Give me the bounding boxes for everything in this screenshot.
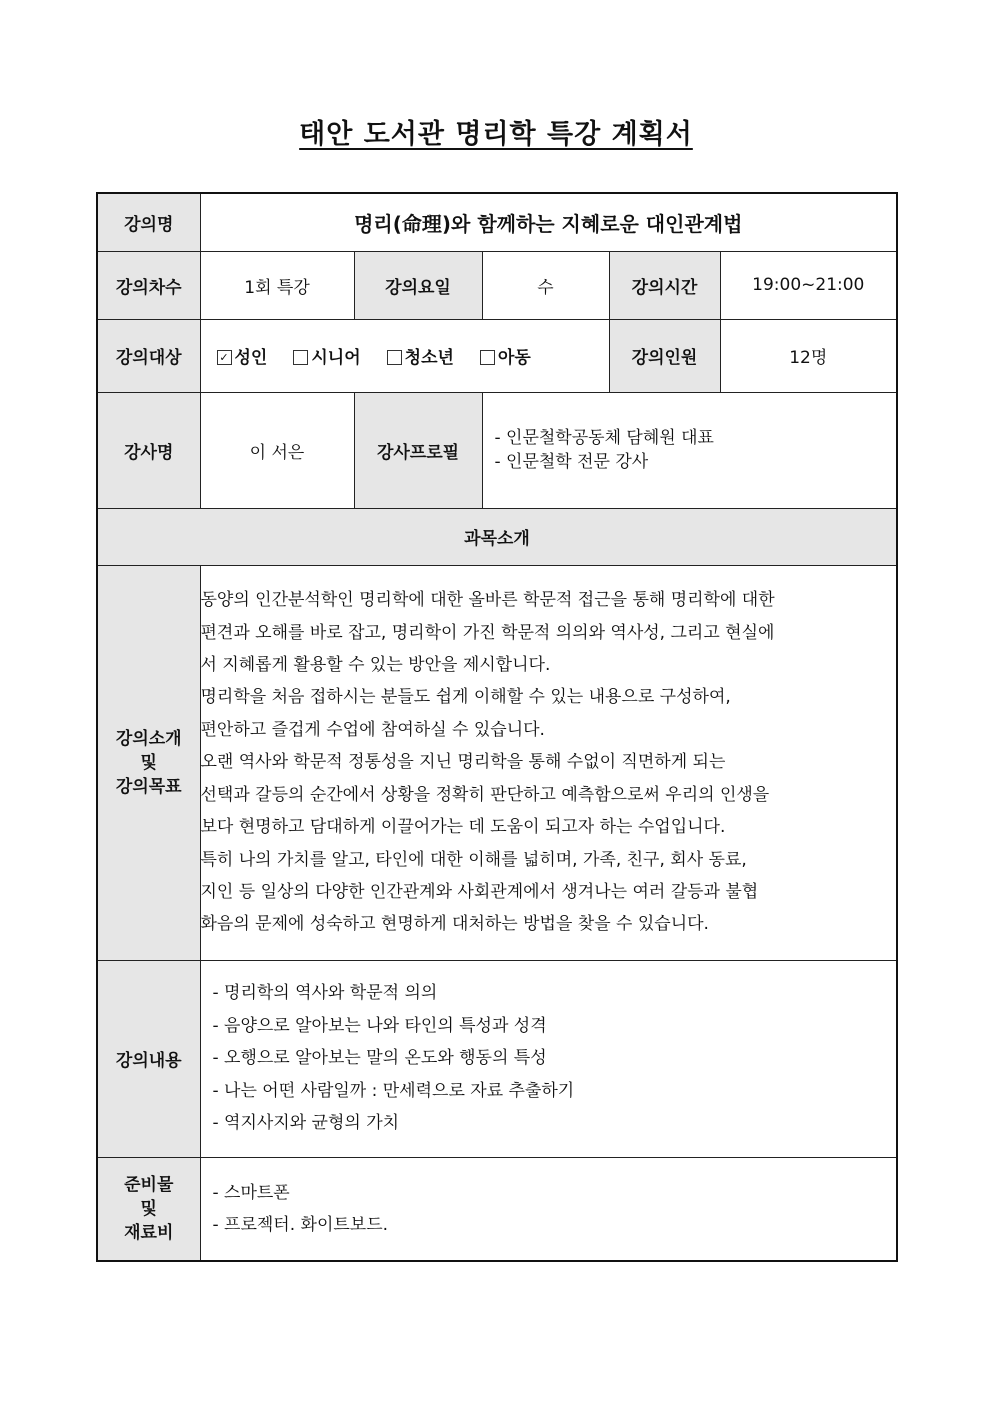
checkbox-icon[interactable] bbox=[387, 350, 402, 365]
target-option-youth[interactable] bbox=[387, 343, 454, 368]
label-line: 및 bbox=[140, 752, 157, 773]
label-time: 강의시간 bbox=[609, 251, 720, 319]
label-day: 강의요일 bbox=[354, 251, 482, 319]
row-session bbox=[97, 251, 897, 319]
label-profile: 강사프로필 bbox=[354, 392, 482, 508]
label-line: 준비물 bbox=[124, 1174, 174, 1195]
intro-paragraph: 동양의 인간분석학인 명리학에 대한 올바른 학문적 접근을 통해 명리학에 대한 편견과 오해를 바로 잡고, 명리학이 가진 학문적 의의와 역사성, 그리고 현실에 서 지혜롭게 활용할 수 있는 방안을 제시합니다. bbox=[200, 590, 775, 676]
label-prep-materials bbox=[97, 1157, 200, 1261]
label-intro-goals bbox=[97, 565, 200, 960]
target-option-child[interactable] bbox=[480, 343, 531, 368]
checkbox-icon[interactable] bbox=[480, 350, 495, 365]
prep-value bbox=[200, 1157, 897, 1261]
profile-list bbox=[483, 426, 897, 474]
instructor-value: 이 서은 bbox=[200, 392, 354, 508]
course-name-value: 명리(命理)와 함께하는 지혜로운 대인관계법 bbox=[200, 193, 897, 251]
prep-list bbox=[201, 1177, 897, 1241]
label-line: 강의소개 bbox=[115, 728, 182, 749]
target-option-label: 아동 bbox=[497, 348, 531, 368]
session-value: 1회 특강 bbox=[200, 251, 354, 319]
lecture-plan-table bbox=[96, 192, 898, 1262]
row-prep bbox=[97, 1157, 897, 1261]
target-option-adult[interactable] bbox=[217, 343, 268, 368]
capacity-value: 12명 bbox=[720, 319, 897, 392]
label-instructor: 강사명 bbox=[97, 392, 200, 508]
checkbox-icon[interactable] bbox=[293, 350, 308, 365]
label-line: 강의목표 bbox=[115, 776, 182, 797]
row-intro bbox=[97, 565, 897, 960]
list-item: - 오행으로 알아보는 말의 온도와 행동의 특성 bbox=[212, 1048, 547, 1069]
label-capacity: 강의인원 bbox=[609, 319, 720, 392]
checkbox-checked-icon[interactable]: ✓ bbox=[217, 350, 232, 365]
label-target: 강의대상 bbox=[97, 319, 200, 392]
label-line: 및 bbox=[140, 1198, 157, 1219]
label-session: 강의차수 bbox=[97, 251, 200, 319]
row-subject-intro bbox=[97, 508, 897, 565]
label-content: 강의내용 bbox=[97, 960, 200, 1157]
list-item: - 역지사지와 균형의 가치 bbox=[212, 1113, 400, 1134]
document-title: 태안 도서관 명리학 특강 계획서 bbox=[299, 119, 693, 150]
list-item: - 스마트폰 bbox=[212, 1182, 290, 1203]
row-content bbox=[97, 960, 897, 1157]
target-option-label: 시니어 bbox=[311, 348, 361, 368]
label-line: 재료비 bbox=[124, 1222, 174, 1243]
row-instructor bbox=[97, 392, 897, 508]
list-item: - 명리학의 역사와 학문적 의의 bbox=[212, 983, 438, 1004]
content-value bbox=[200, 960, 897, 1157]
row-target bbox=[97, 319, 897, 392]
time-value: 19:00~21:00 bbox=[720, 251, 897, 319]
label-course-name: 강의명 bbox=[97, 193, 200, 251]
target-option-senior[interactable] bbox=[293, 343, 360, 368]
target-option-label: 성인 bbox=[234, 348, 268, 368]
section-header-subject-intro: 과목소개 bbox=[97, 508, 897, 565]
list-item: - 음양으로 알아보는 나와 타인의 특성과 성격 bbox=[212, 1015, 547, 1036]
day-value: 수 bbox=[482, 251, 609, 319]
list-item: - 인문철학공동체 담혜원 대표 bbox=[494, 428, 714, 448]
list-item: - 프로젝터. 화이트보드. bbox=[212, 1214, 389, 1235]
target-option-label: 청소년 bbox=[404, 348, 454, 368]
content-list bbox=[201, 977, 897, 1139]
intro-paragraph: 명리학을 처음 접하시는 분들도 쉽게 이해할 수 있는 내용으로 구성하여, 편안하고 즐겁게 수업에 참여하실 수 있습니다. bbox=[200, 687, 731, 740]
intro-paragraph: 특히 나의 가치를 알고, 타인에 대한 이해를 넓히며, 가족, 친구, 회사 동료, 지인 등 일상의 다양한 인간관계와 사회관계에서 생겨나는 여러 갈등과 불협 화음의 문제에 성숙하고 현명하게 대처하는 방법을 찾을 수 있습니다. bbox=[200, 849, 759, 935]
target-checkboxes bbox=[200, 319, 609, 392]
intro-text bbox=[200, 565, 897, 960]
profile-value bbox=[482, 392, 897, 508]
list-item: - 인문철학 전문 강사 bbox=[494, 452, 649, 472]
row-course-name bbox=[97, 193, 897, 251]
list-item: - 나는 어떤 사람일까 : 만세력으로 자료 추출하기 bbox=[212, 1080, 575, 1101]
intro-paragraph: 오랜 역사와 학문적 정통성을 지닌 명리학을 통해 수없이 직면하게 되는 선택과 갈등의 순간에서 상황을 정확히 판단하고 예측함으로써 우리의 인생을 보다 현명하고 담대하게 이끌어가는 데 도움이 되고자 하는 수업입니다. bbox=[200, 752, 770, 838]
